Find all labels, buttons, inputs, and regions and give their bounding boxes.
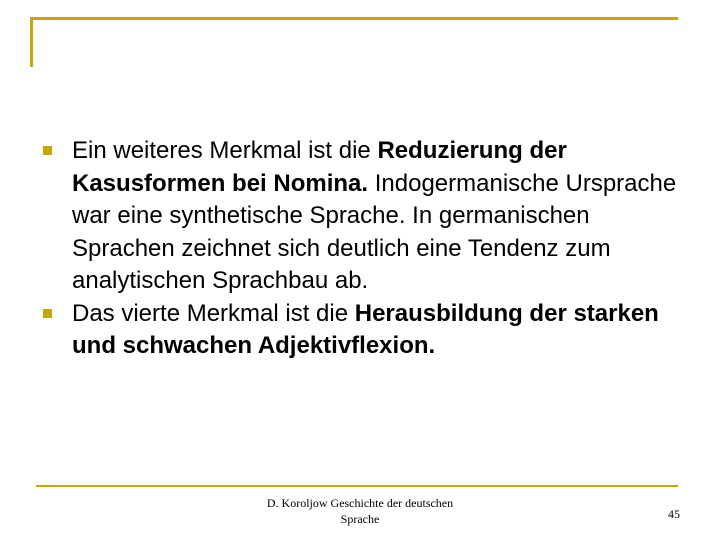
bullet-item [40,298,680,363]
square-bullet-icon [43,146,52,155]
footer-source-line2: Sprache [340,512,380,526]
footer-divider [36,485,678,487]
bullet-text-segment: Das vierte Merkmal ist die [72,299,355,327]
title-frame-left-line [30,17,33,67]
bullet-item [40,135,680,298]
bullet-text-segment: Indogermanische Ursprache war eine synthetische Sprache. In germanischen Sprachen zeichnet sich deutlich eine Tendenz zum analytischen Sprachbau ab. [72,169,677,294]
bullet-text-bold-segment: Reduzierung der Kasusformen bei Nomina. [72,137,567,197]
page-number: 45 [668,507,680,521]
bullet-list [40,135,680,363]
footer-source [250,495,470,527]
bullet-text-segment: Ein weiteres Merkmal ist die [72,137,378,164]
title-frame-top-line [30,17,678,20]
square-bullet-icon [43,309,52,318]
footer-source-line1: D. Koroljow Geschichte der deutschen [266,496,454,510]
bullet-text-bold-segment: Herausbildung der starken und schwachen Adjektivflexion. [72,299,659,359]
